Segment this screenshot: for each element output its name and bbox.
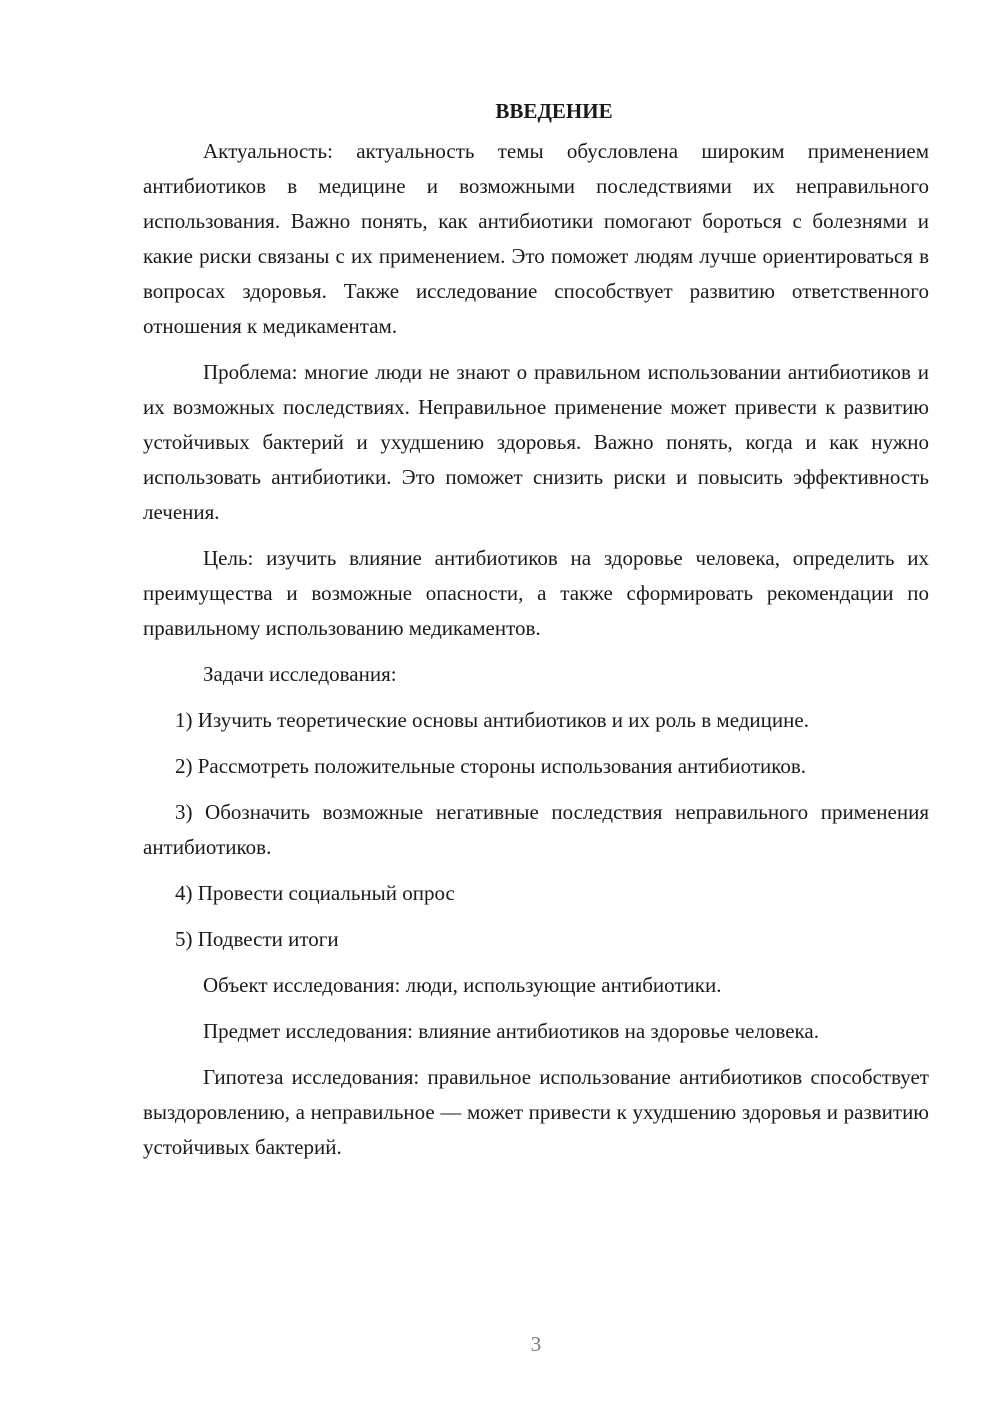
paragraph-object: Объект исследования: люди, использующие антибиотики. [203, 973, 722, 997]
paragraph-subject: Предмет исследования: влияние антибиотиков на здоровье человека. [203, 1019, 820, 1043]
paragraph-goal: Цель: изучить влияние антибиотиков на здоровье человека, определить их преимущества и возможные опасности, а также сформировать рекомендации по правильному использованию медикаментов. [143, 546, 929, 640]
paragraph-relevance: Актуальность: актуальность темы обусловлена широким применением антибиотиков в медицине и возможными последствиями их неправильного использования. Важно понять, как антибиотики помогают бороться с болезнями и какие риски связаны с их применением. Это поможет людям лучше ориентироваться в вопросах здоровья. Также исследование способствует развитию ответственного отношения к медикаментам. [143, 139, 929, 338]
section-title: ВВЕДЕНИЕ [495, 99, 613, 123]
task-item-4: 4) Провести социальный опрос [175, 881, 455, 905]
tasks-heading: Задачи исследования: [203, 662, 397, 686]
paragraph-hypothesis: Гипотеза исследования: правильное использование антибиотиков способствует выздоровлению, а неправильное — может привести к ухудшению здоровья и развитию устойчивых бактерий. [143, 1065, 929, 1159]
task-item-5: 5) Подвести итоги [175, 927, 339, 951]
task-item-1: 1) Изучить теоретические основы антибиотиков и их роль в медицине. [175, 708, 809, 732]
paragraph-problem: Проблема: многие люди не знают о правильном использовании антибиотиков и их возможных последствиях. Неправильное применение может привести к развитию устойчивых бактерий и ухудшению здоровья. Важно понять, когда и как нужно использовать антибиотики. Это поможет снизить риски и повысить эффективность лечения. [143, 360, 929, 524]
task-item-2: 2) Рассмотреть положительные стороны использования антибиотиков. [175, 754, 807, 778]
document-page [143, 96, 929, 1176]
task-item-3: 3) Обозначить возможные негативные последствия неправильного применения антибиотиков. [143, 800, 929, 859]
page-number: 3 [530, 1332, 542, 1356]
